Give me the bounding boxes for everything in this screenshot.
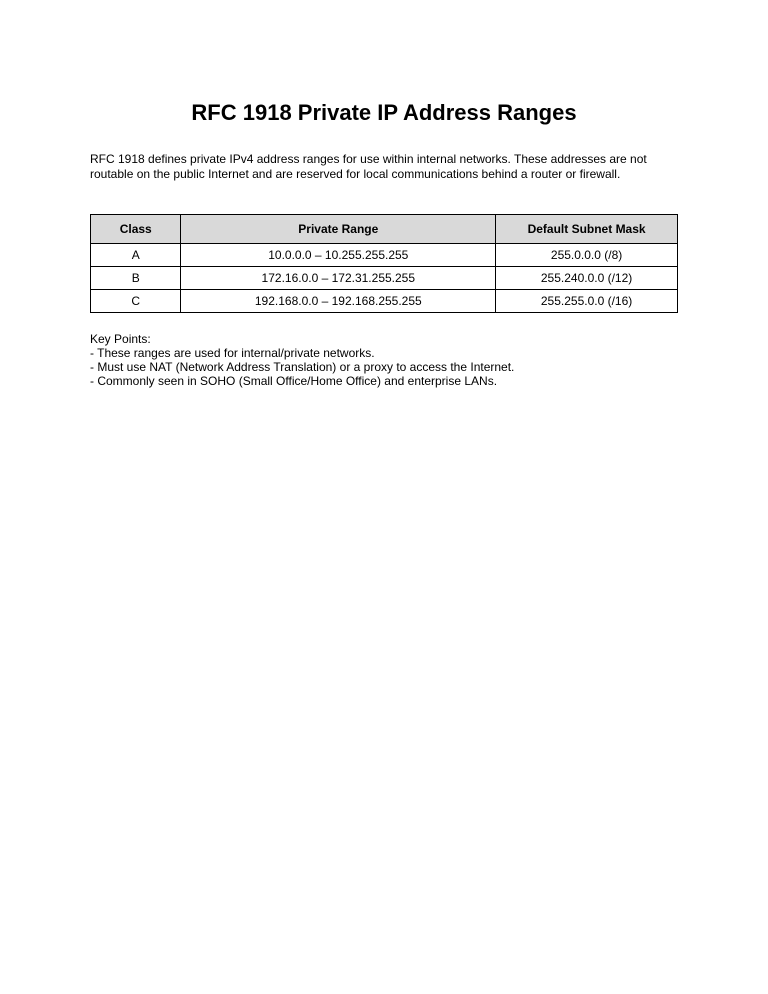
cell-class: C (91, 290, 181, 313)
cell-subnet-mask: 255.240.0.0 (/12) (496, 267, 678, 290)
cell-private-range: 192.168.0.0 – 192.168.255.255 (181, 290, 496, 313)
cell-private-range: 10.0.0.0 – 10.255.255.255 (181, 244, 496, 267)
key-point-item: - Commonly seen in SOHO (Small Office/Home Office) and enterprise LANs. (90, 374, 498, 388)
key-points (90, 332, 678, 388)
cell-subnet-mask: 255.0.0.0 (/8) (496, 244, 678, 267)
table-row (91, 290, 678, 313)
key-point-item: - Must use NAT (Network Address Translation) or a proxy to access the Internet. (90, 360, 515, 374)
page-title: RFC 1918 Private IP Address Ranges (191, 100, 577, 125)
header-subnet-mask: Default Subnet Mask (496, 215, 678, 244)
cell-class: A (91, 244, 181, 267)
header-private-range: Private Range (181, 215, 496, 244)
key-points-heading: Key Points: (90, 332, 151, 346)
cell-subnet-mask: 255.255.0.0 (/16) (496, 290, 678, 313)
table-row (91, 244, 678, 267)
cell-private-range: 172.16.0.0 – 172.31.255.255 (181, 267, 496, 290)
table-row (91, 267, 678, 290)
intro-paragraph: RFC 1918 defines private IPv4 address ranges for use within internal networks. These addresses are not routable on the public Internet and are reserved for local communications behind a router or firewall. (90, 152, 647, 181)
private-ranges-table (90, 214, 678, 313)
key-point-item: - These ranges are used for internal/private networks. (90, 346, 375, 360)
header-class: Class (91, 215, 181, 244)
cell-class: B (91, 267, 181, 290)
table-header-row (91, 215, 678, 244)
